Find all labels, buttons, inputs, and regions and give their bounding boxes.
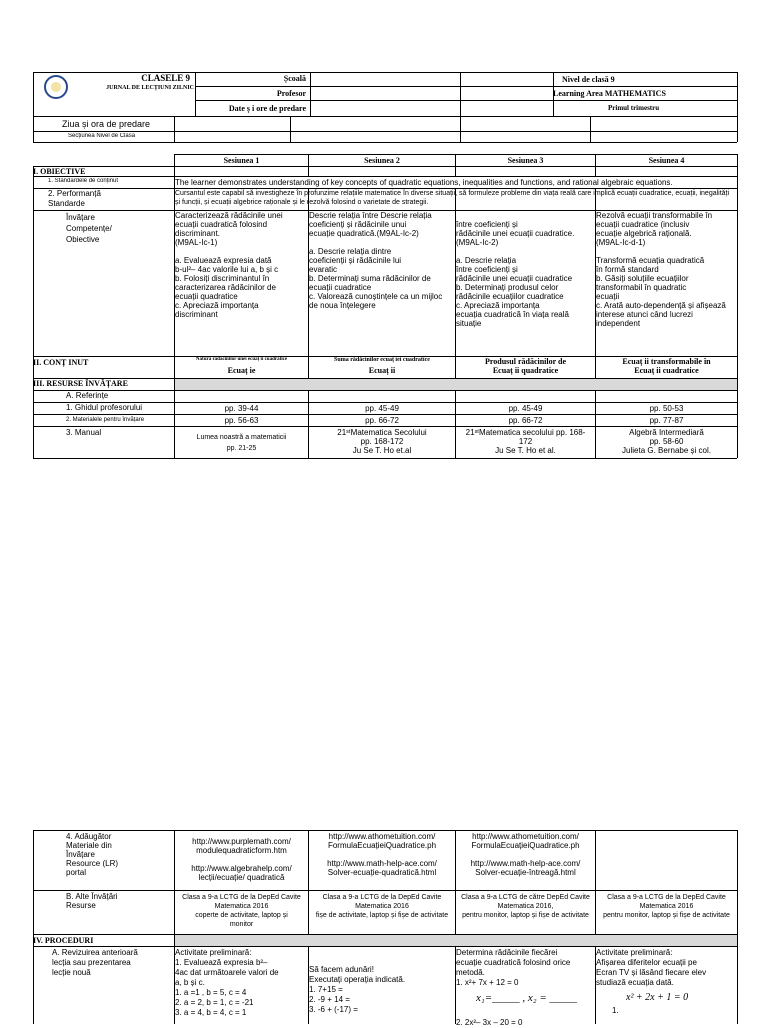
roots-blanks: x₁=_____ , x₂ = _____ [476,992,578,1004]
review-label: A. Revizuirea anterioară lecția sau prezentarea lecție nouă [52,948,138,977]
lm-pages-4: pp. 77-87 [649,416,684,425]
competencies-label: Învățare Competențe/ Obiective [66,213,112,244]
session-header-1: Sesiunea 1 [223,156,260,165]
lm-pages-2: pp. 66-72 [365,416,399,425]
objectives-session-4: Rezolvă ecuații transformabile în ecuații cuadratice (inclusiv ecuație algebrică rațională. (M9AL-Ic-d-1) Transformă ecuația quadratică în formă standard b. Găsiți soluțiile ecuațiilor transformabil în quadratic ecuații c. Arată auto-dependență și afișează interese atunci când lucrezi independent [596,211,726,328]
procedure-session-2: Să facem adunări! Executați operația indicată. 1. 7+15 = 2. -9 + 14 = 3. -6 + (-17) = [309,965,406,1014]
content-session-1: Ecuaț ie [227,366,256,375]
textbook-session-2: 21ˢᵗMatematica Secolului pp. 168-172 Ju Se T. Ho et.al [337,428,427,455]
other-resources-1: Clasa a 9-a LCTG de la DepEd Cavite Matematica 2016 coperte de activitate, laptop și monitor [182,894,301,928]
textbook-session-4: Algebră Intermediară pp. 58-60 Julieta G. Bernabe și col. [622,428,711,455]
tg-pages-2: pp. 45-49 [365,404,399,413]
lr-portal-links-2: http://www.athometuition.com/ FormulaEcuațieiQuadratice.ph http://www.math-help-ace.com/ Solver-ecuație-quadratică.html [327,832,437,877]
tg-pages-3: pp. 45-49 [508,404,543,413]
procedure-session-3: Determina rădăcinile fiecărei ecuație cuadratică folosind orice metodă. 1. x²+ 7x + 12 = 0 2. 2x²– 3x – 20 = 0 [456,948,571,1027]
tg-pages-1: pp. 39-44 [224,404,259,413]
content-title: II. CONȚ INUT [33,358,89,367]
procedures-title: IV. PROCEDURI [33,936,94,945]
textbook-session-3: 21ˢᵗMatematica secolului pp. 168- 172 Ju Se T. Ho et al. [465,428,586,455]
grade-title: CLASELE 9 [141,74,190,83]
other-resources-2: Clasa a 9-a LCTG de la DepEd Cavite Matematica 2016 fișe de activitate, laptop și fișe de activitate [315,894,449,919]
journal-title: JURNAL DE LECȚIUNI ZILNIC [106,85,194,91]
content-session-2: Ecuaț ii [368,366,396,375]
content-session-4: Ecuaț ii transformabile în Ecuaț ii cuadratice [622,357,711,375]
school-label: Școală [283,74,306,83]
objectives-title: I. OBIECTIVE [33,167,86,176]
section-level-label: Secțiunea Nivel de Clasă [68,133,136,139]
other-resources-3: Clasa a 9-a LCTG de către DepEd Cavite Matematica 2016, pentru monitor, laptop și fișe de activitate [461,894,590,919]
content-s1-small: Natura rădăcinilor unei ecuaț ii cuadratice [195,357,288,362]
teacher-label: Profesor [276,89,306,98]
sample-equation: x² + 2x + 1 = 0 [626,992,689,1003]
lm-pages-3: pp. 66-72 [508,416,543,425]
procedure-session-4: Activitate preliminară: Afișarea diferitelor ecuații pe Ecran TV și lăsând fiecare elev studiază ecuația dată. [596,948,707,987]
performance-standards-text: Cursantul este capabil să investigheze în profunzime relațiile matematice în diverse situații, să formuleze probleme din viața reală care implică ecuații cuadratice, ecuații, inegalități și funcții, și ecuații algebrice raționale și le rezolvă folosind o varietate de strategii. [175,190,730,206]
objectives-session-1: Caracterizează rădăcinile unei ecuații cuadratică folosind discriminant. (M9AL-Ic-1) a. Evaluează expresia dată b-ul²– 4ac valorile lui a, b și c b. Folosiți discriminantul în caracterizarea rădăcinilor de ecuații quadratice c. Apreciază importanța discriminant [175,211,283,319]
sample-item-number: 1. [612,1006,619,1015]
learning-materials-label: 2. Materialele pentru învățare [66,417,145,423]
other-resources-4: Clasa a 9-a LCTG de la DepEd Cavite Matematica 2016 pentru monitor, laptop și fișe de activitate [603,894,730,919]
session-header-2: Sesiunea 2 [364,156,400,165]
content-standards-text: The learner demonstrates understanding of key concepts of quadratic equations, inequalities and functions, and rational algebraic equations. [175,178,673,187]
session-header-3: Sesiunea 3 [507,156,544,165]
other-resources-label: B. Alte Învățări Resurse [66,892,118,910]
content-session-3: Produsul rădăcinilor de Ecuaț ii quadratice [484,357,567,375]
references-label: A. Referințe [66,391,109,400]
textbook-label: 3. Manual [66,428,102,437]
textbook-session-1: Lumea noastră a matematicii pp. 21-25 [196,434,287,452]
lm-pages-1: pp. 56-63 [224,416,259,425]
tg-pages-4: pp. 50-53 [649,404,684,413]
learning-area-label: Learning Area MATHEMATICS [553,89,666,98]
level-label: Nivel de clasă 9 [562,75,615,84]
objectives-session-2: Descrie relația între Descrie relația coeficienți și rădăcinile unui ecuație quadratică.(M9AL-Ic-2) a. Descrie relația dintre coeficienții și rădăcinile lui evaratic b. Determinați suma rădăcinilor de ecuații cuadratice c. Valorează cunoștințele ca un mijloc de noua înțelegere [309,211,443,310]
performance-standards-label: 2. Performanță Standarde [48,189,101,208]
quarter-label: Primul trimestru [608,104,660,112]
additional-materials-label: 4. Adăugător Materiale din Învățare Resource (LR) portal [66,832,119,877]
content-s2-small: Suma rădăcinilor ecuaț iei cuadratice [334,357,430,363]
deped-seal-icon [44,75,68,99]
dates-label: Date ș i ore de predare [228,104,306,113]
teacher-guide-label: 1. Ghidul profesorului [66,403,143,412]
session-header-4: Sesiunea 4 [648,156,685,165]
lr-portal-links-1: http://www.purplemath.com/ modulequadraticform.htm http://www.algebrahelp.com/ lecții/ecuație/ quadratică [191,837,292,882]
objectives-session-3: între coeficienți și rădăcinile unei ecuații cuadratice. (M9AL-Ic-2) a. Descrie relația între coeficienți și rădăcinile unei ecuații cuadratice b. Determinați produsul celor rădăcinile ecuațiilor cuadratice c. Apreciază importanța ecuația cuadratică în viața reală situație [456,220,575,328]
lr-portal-links-3: http://www.athometuition.com/ FormulaEcuațieiQuadratice.ph http://www.math-help-ace.com/ Solver-ecuație-întreagă.html [470,832,581,877]
content-standards-label: 1. Standardele de conținut [48,178,119,184]
day-time-label: Ziua și ora de predare [62,120,151,129]
resources-title: III. RESURSE ÎNVĂȚARE [33,379,128,388]
procedure-session-1: Activitate preliminară: 1. Evaluează expresia b²– 4ac dat următoarele valori de a, b și c. 1. a =1 , b = 5, c = 4 2. a = 2, b = 1, c = -21 3. a = 4, b = 4, c = 1 [175,948,279,1017]
